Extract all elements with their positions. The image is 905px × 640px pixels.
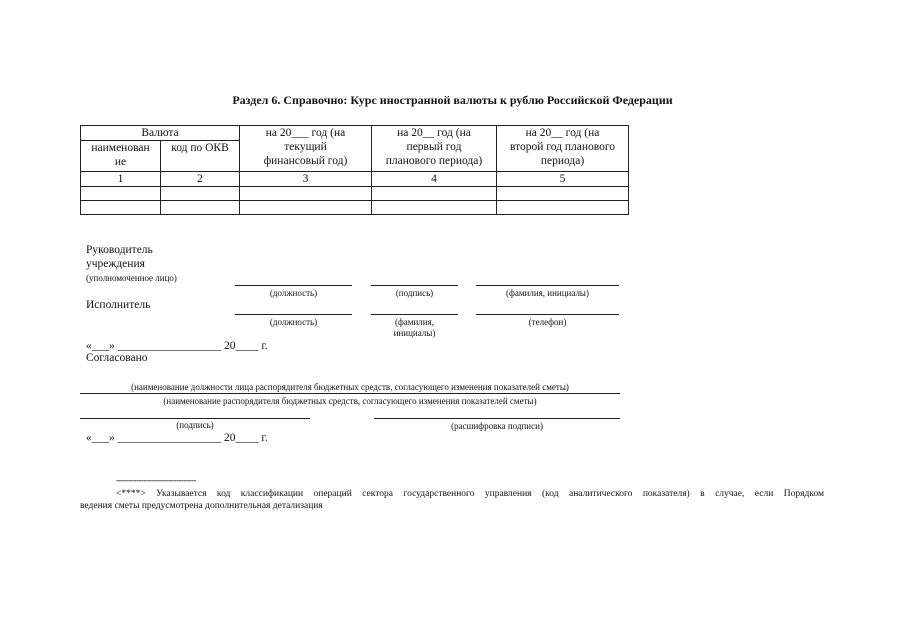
col-number-3: 3 [240, 172, 372, 187]
fio-line[interactable] [476, 285, 619, 286]
table-cell[interactable] [372, 187, 497, 201]
footnote-separator: -------------------------------- [116, 475, 196, 485]
page-title: Раздел 6. Справочно: Курс иностранной валюты к рублю Российской Федерации [232, 93, 673, 107]
executor-fio-line[interactable] [371, 314, 458, 315]
table-cell[interactable] [81, 187, 161, 201]
header-name-line1: наименован [91, 142, 150, 154]
col-number-5: 5 [497, 172, 629, 187]
table-cell[interactable] [161, 201, 240, 215]
table-cell[interactable] [497, 187, 629, 201]
caption-position: (должность) [269, 288, 318, 298]
caption-phone: (телефон) [528, 317, 567, 327]
head-label-line1: Руководитель [86, 244, 153, 256]
table-cell[interactable] [372, 201, 497, 215]
date-line[interactable]: «___» __________________ 20____ г. [86, 340, 268, 352]
caption-fio-2 [371, 317, 458, 339]
header-col5 [497, 126, 629, 172]
table-cell[interactable] [240, 201, 372, 215]
header-col4-line1: на 20__ год (на [397, 127, 471, 139]
header-okv: код по ОКВ [161, 141, 240, 172]
caption-fio-2-line2: инициалы) [393, 328, 436, 338]
header-name [81, 141, 161, 172]
table-cell[interactable] [497, 201, 629, 215]
caption-decode: (расшифровка подписи) [451, 421, 543, 431]
footnote-text-line2: ведения сметы предусмотрена дополнительная детализация [80, 501, 323, 511]
caption-signature: (подпись) [395, 288, 434, 298]
signature-line-2[interactable] [80, 418, 310, 419]
table-cell[interactable] [161, 187, 240, 201]
currency-rate-table [80, 125, 629, 215]
header-col4-line2: первый год [406, 141, 462, 153]
col-number-2: 2 [161, 172, 240, 187]
table-row [81, 187, 629, 201]
caption-fio: (фамилия, инициалы) [506, 288, 589, 298]
head-label-line2: учреждения [86, 258, 145, 270]
head-sublabel: (уполномоченное лицо) [86, 273, 177, 283]
header-col5-line1: на 20__ год (на [525, 127, 600, 139]
header-col3-line3: финансовый год) [263, 155, 348, 167]
manager-position-line[interactable] [80, 393, 620, 394]
decode-line[interactable] [374, 418, 620, 419]
caption-manager-name: (наименование распорядителя бюджетных средств, согласующего изменения показателей сметы) [163, 396, 537, 406]
table-cell[interactable] [81, 201, 161, 215]
executor-label: Исполнитель [86, 299, 151, 311]
col-number-1: 1 [81, 172, 161, 187]
caption-signature-2: (подпись) [176, 420, 214, 430]
header-name-line2: ие [114, 156, 127, 168]
header-col3-line2: текущий [284, 141, 327, 153]
caption-fio-2-line1: (фамилия, [394, 317, 435, 327]
date-line-2[interactable]: «___» __________________ 20____ г. [86, 432, 268, 444]
header-currency: Валюта [81, 126, 240, 141]
agreed-label: Согласовано [86, 352, 148, 364]
header-col3 [240, 126, 372, 172]
signature-line[interactable] [371, 285, 458, 286]
col-number-4: 4 [372, 172, 497, 187]
header-col5-line3: периода) [540, 155, 585, 167]
column-number-row [81, 172, 629, 187]
caption-position-2: (должность) [269, 317, 318, 327]
header-col4-line3: планового периода) [385, 155, 483, 167]
executor-position-line[interactable] [235, 314, 352, 315]
caption-manager-position: (наименование должности лица распорядителя бюджетных средств, согласующего изменения показателей сметы) [131, 382, 569, 392]
table-cell[interactable] [240, 187, 372, 201]
executor-phone-line[interactable] [476, 314, 619, 315]
header-col4 [372, 126, 497, 172]
table-row [81, 201, 629, 215]
header-col3-line1: на 20___ год (на [265, 127, 346, 139]
footnote-text-line1: <****> Указывается код классификации операций сектора государственного управления (код аналитического показателя) в случае, если Порядком [116, 489, 824, 499]
position-line[interactable] [235, 285, 352, 286]
header-col5-line2: второй год планового [509, 141, 616, 153]
